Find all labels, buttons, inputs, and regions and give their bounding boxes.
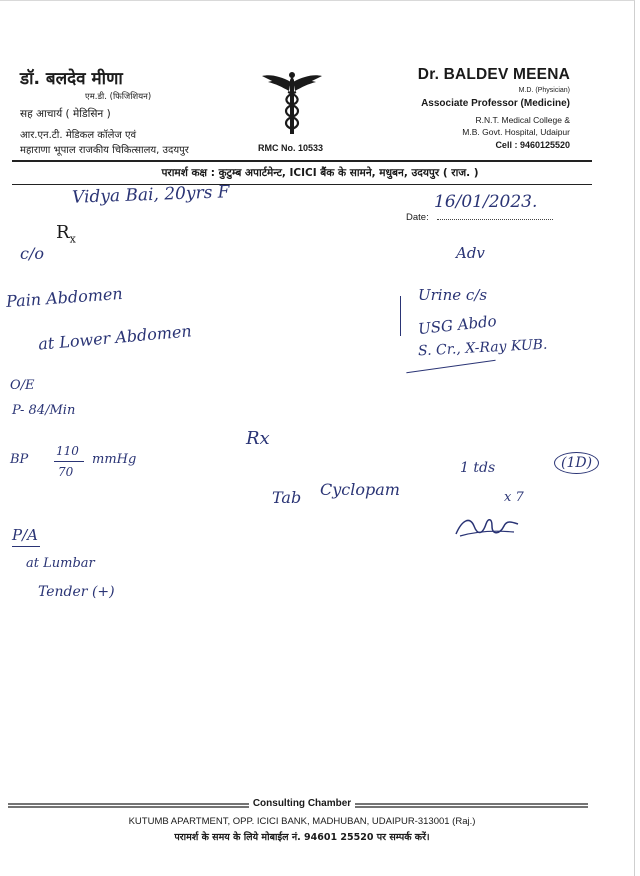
rx-handwritten: Rx [246,428,270,449]
advice-label: Adv [456,244,485,262]
caduceus-icon [260,68,324,136]
chief-complaint-label: c/o [20,244,44,263]
complaint-pain-abdomen: Pain Abdomen [5,283,124,312]
handwritten-date: 16/01/2023. [434,192,538,212]
rx-subscript: x [69,232,76,246]
medication-dose: 1 tds [460,460,496,476]
rx-letter: R [56,222,70,243]
footer-title [0,798,604,809]
college-hindi [20,128,189,158]
bp-systolic: 110 [56,444,79,458]
pa-underline [12,546,40,547]
doctor-degree-english: M.D. (Physician) [518,87,570,94]
bp-label: BP [10,452,29,467]
investigation-urine: Urine c/s [418,286,488,304]
bp-unit: mmHg [92,452,137,467]
complaint-lower-abdomen: at Lower Abdomen [37,321,193,354]
college-english [462,114,570,138]
bp-fraction-line [54,461,84,462]
pa-label: P/A [12,526,38,544]
college-english-line2: M.B. Govt. Hospital, Udaipur [462,127,570,137]
bp-diastolic: 70 [58,465,74,479]
tenderness-finding: Tender (+) [38,584,115,600]
investigation-creatinine-xray: S. Cr., X-Ray KUB. [417,336,548,360]
pulse-rate: P- 84/Min [12,403,76,418]
doctor-name-hindi: डॉ. बलदेव मीणा [20,69,123,89]
chamber-address-hindi: परामर्श कक्ष : कुटुम्ब अपार्टमेन्ट, ICICI बैंक के सामने, मधुबन, उदयपुर ( राज. ) [161,167,479,179]
footer-phone: परामर्श के समय के लिये मोबाईल नं. 94601 25520 पर सम्पर्क करें। [174,832,430,843]
date-line [437,219,553,220]
college-hindi-line1: आर.एन.टी. मेडिकल कॉलेज एवं [20,130,137,141]
medication-name: Cyclopam [320,480,400,499]
medication-days: x 7 [504,490,524,505]
header-divider [12,160,592,162]
footer-title-text: Consulting Chamber [249,798,355,809]
doctor-degree-hindi: एम.डी. (फिजिशियन) [85,92,152,102]
patient-name-age: Vidya Bai, 20yrs F [71,182,230,208]
doctor-post-hindi: सह आचार्य ( मेडिसिन ) [20,108,111,120]
tenderness-site: at Lumbar [26,556,95,571]
investigation-usg: USG Abdo [417,311,498,339]
advice-bracket [400,296,404,336]
doctor-name-english: Dr. BALDEV MEENA [417,66,570,83]
address-divider [12,184,592,185]
date-label: Date: [406,212,429,223]
doctor-post-english: Associate Professor (Medicine) [421,98,570,109]
medication-form: Tab [272,488,302,507]
exam-label: O/E [10,378,35,393]
blood-pressure [10,444,145,484]
college-hindi-line2: महाराणा भूपाल राजकीय चिकित्सालय, उदयपुर [20,145,189,156]
footer-address: KUTUMB APARTMENT, OPP. ICICI BANK, MADHUBAN, UDAIPUR-313001 (Raj.) [128,816,476,827]
rx-symbol [56,222,76,246]
college-english-line1: R.N.T. Medical College & [475,115,570,125]
doctor-signature [452,506,522,546]
medication-duration: (1D) [554,452,599,474]
cell-number: Cell : 9460125520 [495,140,570,150]
rmc-number: RMC No. 10533 [258,143,324,153]
